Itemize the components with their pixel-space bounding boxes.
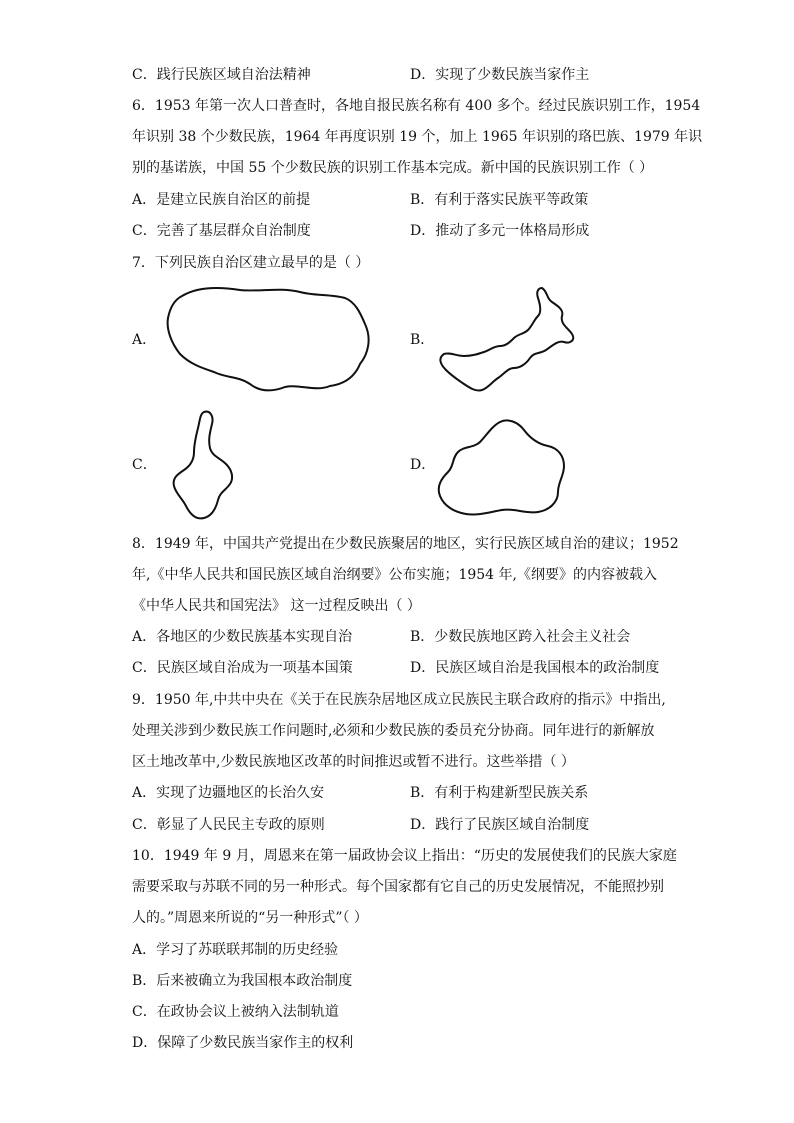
q8-stem-line-2: 年,《中华人民共和国民族区域自治纲要》公布实施；1954 年,《纲要》的内容被载入 — [132, 567, 657, 583]
q9-option-d[interactable]: D．践行了民族区域自治制度 — [410, 817, 590, 833]
q5-option-c[interactable]: C．践行民族区域自治法精神 — [132, 67, 311, 83]
inner-mongolia-outline-map[interactable] — [434, 284, 584, 396]
q9-option-b[interactable]: B．有利于构建新型民族关系 — [410, 785, 589, 801]
q8-option-c[interactable]: C．民族区域自治成为一项基本国策 — [132, 660, 353, 676]
q6-option-a[interactable]: A．是建立民族自治区的前提 — [132, 192, 311, 208]
q9-stem-line-3: 区土地改革中,少数民族地区改革的时间推迟或暂不进行。这些举措（ ） — [132, 754, 575, 770]
q10-stem-line-2: 需要采取与苏联不同的另一种形式。每个国家都有它自己的历史发展情况，不能照抄别 — [132, 879, 664, 895]
q7-option-b-label[interactable]: B． — [410, 332, 435, 348]
q6-stem-line-1: 6．1953 年第一次人口普查时，各地自报民族名称有 400 多个。经过民族识别工作，1954 — [132, 98, 701, 114]
q9-stem-line-2: 处理关涉到少数民族工作问题时,必须和少数民族的委员充分协商。同年进行的新解放 — [132, 723, 655, 739]
q8-option-a[interactable]: A．各地区的少数民族基本实现自治 — [132, 629, 353, 645]
q7-option-c-label[interactable]: C． — [132, 457, 157, 473]
q10-stem-line-3: 人的。”周恩来所说的“另一种形式”（ ） — [132, 910, 368, 926]
q5-option-d[interactable]: D．实现了少数民族当家作主 — [410, 67, 590, 83]
q9-stem-line-1: 9．1950 年,中共中央在《关于在民族杂居地区成立民族民主联合政府的指示》中指出, — [132, 692, 666, 708]
q6-option-d[interactable]: D．推动了多元一体格局形成 — [410, 223, 590, 239]
q9-option-a[interactable]: A．实现了边疆地区的长治久安 — [132, 785, 325, 801]
tibet-outline-map[interactable] — [160, 284, 380, 396]
q8-option-d[interactable]: D．民族区域自治是我国根本的政治制度 — [410, 660, 660, 676]
q6-stem-line-3: 别的基诺族，中国 55 个少数民族的识别工作基本完成。新中国的民族识别工作（ ） — [132, 160, 654, 176]
q10-stem-line-1: 10．1949 年 9 月，周恩来在第一届政协会议上指出：“历史的发展使我们的民族大家庭 — [132, 848, 677, 864]
q7-stem: 7．下列民族自治区建立最早的是（ ） — [132, 255, 370, 271]
q6-stem-line-2: 年识别 38 个少数民族，1964 年再度识别 19 个，加上 1965 年识别的珞巴族、1979 年识 — [132, 129, 703, 145]
q6-option-b[interactable]: B．有利于落实民族平等政策 — [410, 192, 589, 208]
q8-stem-line-3: 《中华人民共和国宪法》 这一过程反映出（ ） — [132, 598, 421, 614]
q10-option-a[interactable]: A．学习了苏联联邦制的历史经验 — [132, 942, 339, 958]
q8-option-b[interactable]: B．少数民族地区跨入社会主义社会 — [410, 629, 631, 645]
q10-option-c[interactable]: C．在政协会议上被纳入法制轨道 — [132, 1004, 339, 1020]
xinjiang-outline-map[interactable] — [434, 416, 570, 520]
q6-option-c[interactable]: C．完善了基层群众自治制度 — [132, 223, 311, 239]
q7-option-a-label[interactable]: A． — [132, 332, 157, 348]
q10-option-b[interactable]: B．后来被确立为我国根本政治制度 — [132, 973, 353, 989]
q7-option-d-label[interactable]: D． — [410, 457, 436, 473]
q9-option-c[interactable]: C．彰显了人民民主专政的原则 — [132, 817, 325, 833]
ningxia-outline-map[interactable] — [164, 408, 240, 522]
q8-stem-line-1: 8．1949 年，中国共产党提出在少数民族聚居的地区，实行民族区域自治的建议；1952 — [132, 536, 679, 552]
q10-option-d[interactable]: D．保障了少数民族当家作主的权利 — [132, 1035, 354, 1051]
